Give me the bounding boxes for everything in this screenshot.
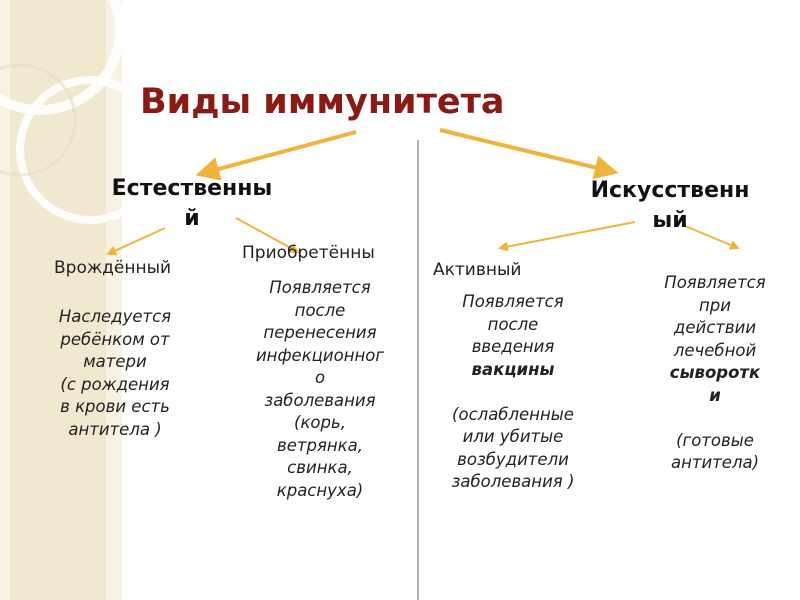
branch-natural-label <box>86 174 298 234</box>
decor-left <box>0 0 160 600</box>
passive-desc-line: действии <box>673 318 757 337</box>
acquired-description <box>240 277 400 502</box>
acquired-desc-line: после <box>294 300 346 320</box>
acquired-desc-line: (корь, <box>294 413 346 432</box>
passive-desc-line: Появляется <box>664 273 766 292</box>
active-desc-bold: вакцины <box>471 359 555 379</box>
acquired-desc-line: заболевания <box>264 390 376 410</box>
passive-desc-bold: и <box>709 385 721 405</box>
active-desc-line: Появляется <box>462 292 564 311</box>
type-acquired-label: Приобретённы <box>242 243 375 263</box>
spacer <box>432 381 594 404</box>
innate-desc-line: ребёнком от <box>60 329 170 349</box>
type-innate-label: Врождённый <box>54 258 172 278</box>
passive-description <box>648 272 782 475</box>
acquired-desc-line: краснуха) <box>276 480 364 500</box>
active-desc-line: после <box>487 314 539 334</box>
type-active-label: Активный <box>433 260 522 280</box>
spacer <box>648 407 782 430</box>
active-desc-line: возбудители <box>457 449 569 469</box>
branch-natural-line1: Естественны <box>111 176 273 201</box>
passive-desc-line: (готовые <box>676 430 754 450</box>
branch-artificial-line1: Искусственн <box>590 178 750 203</box>
innate-desc-line: в крови есть <box>60 397 170 416</box>
active-desc-line: или убитые <box>462 427 564 446</box>
branch-artificial-line2: ый <box>652 208 688 233</box>
active-description <box>432 291 594 494</box>
innate-desc-line: Наследуется <box>58 307 172 326</box>
acquired-desc-line: инфекционног <box>255 345 385 365</box>
page-title: Виды иммунитета <box>140 82 505 122</box>
acquired-desc-line: ветрянка, <box>277 435 363 455</box>
arrow-to-natural <box>200 132 356 174</box>
branch-natural-line2: й <box>184 206 200 231</box>
innate-desc-line: матери <box>83 352 147 371</box>
acquired-desc-line: о <box>314 368 326 387</box>
passive-desc-line: при <box>699 295 731 315</box>
innate-desc-line: антитела ) <box>68 419 162 439</box>
arrow-to-artificial <box>440 130 614 172</box>
active-desc-line: (ослабленные <box>452 404 574 424</box>
active-desc-line: введения <box>471 337 555 356</box>
acquired-desc-line: Появляется <box>269 278 371 297</box>
innate-description <box>40 306 190 441</box>
passive-desc-bold: сыворотк <box>669 363 761 382</box>
passive-desc-line: антитела) <box>670 453 760 472</box>
innate-desc-line: (с рождения <box>60 374 170 394</box>
acquired-desc-line: свинка, <box>287 458 353 477</box>
active-desc-line: заболевания ) <box>451 472 575 491</box>
passive-desc-line: лечебной <box>673 340 757 360</box>
acquired-desc-line: перенесения <box>263 323 377 342</box>
branch-artificial-label <box>560 176 780 236</box>
